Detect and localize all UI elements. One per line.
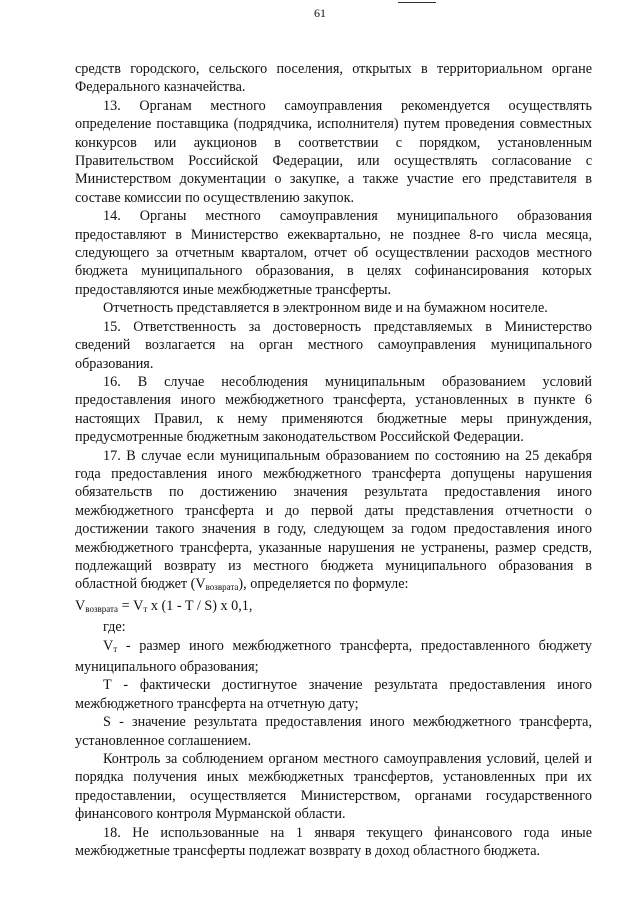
paragraph-control: Контроль за соблюдением органом местного самоуправления условий, целей и порядка получения иных межбюджетных трансфертов, установленных при их предоставлении, осуществляется Министерством, органами государственного финансового контроля Мурманской области. <box>75 751 592 823</box>
formula-part-b: x (1 - T / S) x 0,1, <box>147 597 253 614</box>
definition-vt-symbol: V <box>103 637 114 654</box>
paragraph-16: 16. В случае несоблюдения муниципальным образованием условий предоставления иного межбюджетного трансферта, установленных в пункте 6 настоящих Правил, к нему применяются бюджетные меры принуждения, предусмотренные бюджетным законодательством Российской Федерации. <box>75 373 592 446</box>
definition-vt <box>75 637 592 677</box>
formula <box>75 597 592 618</box>
paragraph-17-text: 17. В случае если муниципальным образованием по состоянию на 25 декабря года предоставления иного межбюджетного трансферта допущены нарушения обязательств по достижению значения результата предоставления иного межбюджетного трансферта и до первой даты представления отчетности о достижении такого значения в году, следующем за годом предоставления иного межбюджетного трансферта, указанные нарушения не устранены, размер средств, подлежащий возврату из местного бюджета муниципального образования в областной бюджет (V <box>75 447 592 593</box>
paragraph-17-tail: ), определяется по формуле: <box>238 576 409 593</box>
paragraph-13: 13. Органам местного самоуправления рекомендуется осуществлять определение поставщика (подрядчика, исполнителя) путем проведения совместных конкурсов или аукционов в соответствии с порядком, установленным Правительством Российской Федерации, или осуществлять согласование с Министерством документации о закупке, а также участие его представителя в составе комиссии по осуществлению закупок. <box>75 97 592 206</box>
formula-where: где: <box>103 619 126 636</box>
paragraph-18: 18. Не использованные на 1 января текущего финансового года иные межбюджетные трансферты подлежат возврату в доход областного бюджета. <box>75 824 592 860</box>
header-rule <box>398 2 436 3</box>
paragraph-17 <box>75 447 592 597</box>
definition-t: Т - фактически достигнутое значение результата предоставления иного межбюджетного трансферта на отчетную дату; <box>75 677 592 712</box>
document-body <box>75 60 592 860</box>
definition-s: S - значение результата предоставления иного межбюджетного трансферта, установленное соглашением. <box>75 714 592 749</box>
formula-v: V <box>75 597 86 614</box>
formula-part-a: = V <box>118 597 144 614</box>
paragraph-17-subscript: возврата <box>205 582 239 593</box>
formula-subscript: возврата <box>85 603 119 614</box>
formula-subscript-t: т <box>143 603 148 614</box>
paragraph-continuation: средств городского, сельского поселения, открытых в территориальном органе Федерального казначейства. <box>75 61 592 96</box>
definition-vt-subscript: т <box>113 643 118 654</box>
paragraph-14-reporting: Отчетность представляется в электронном виде и на бумажном носителе. <box>103 300 548 317</box>
paragraph-15: 15. Ответственность за достоверность представляемых в Министерство сведений возлагается на орган местного самоуправления муниципального образования. <box>75 318 592 372</box>
page-number: 61 <box>314 6 326 20</box>
definition-vt-text: - размер иного межбюджетного трансферта, предоставленного бюджету муниципального образования; <box>75 637 592 675</box>
paragraph-14: 14. Органы местного самоуправления муниципального образования предоставляют в Министерство ежеквартально, не позднее 8-го числа месяца, следующего за отчетным кварталом, отчет об осуществлении расходов местного бюджета муниципального образования, в целях софинансирования которых предоставляются иные межбюджетные трансферты. <box>75 208 592 298</box>
